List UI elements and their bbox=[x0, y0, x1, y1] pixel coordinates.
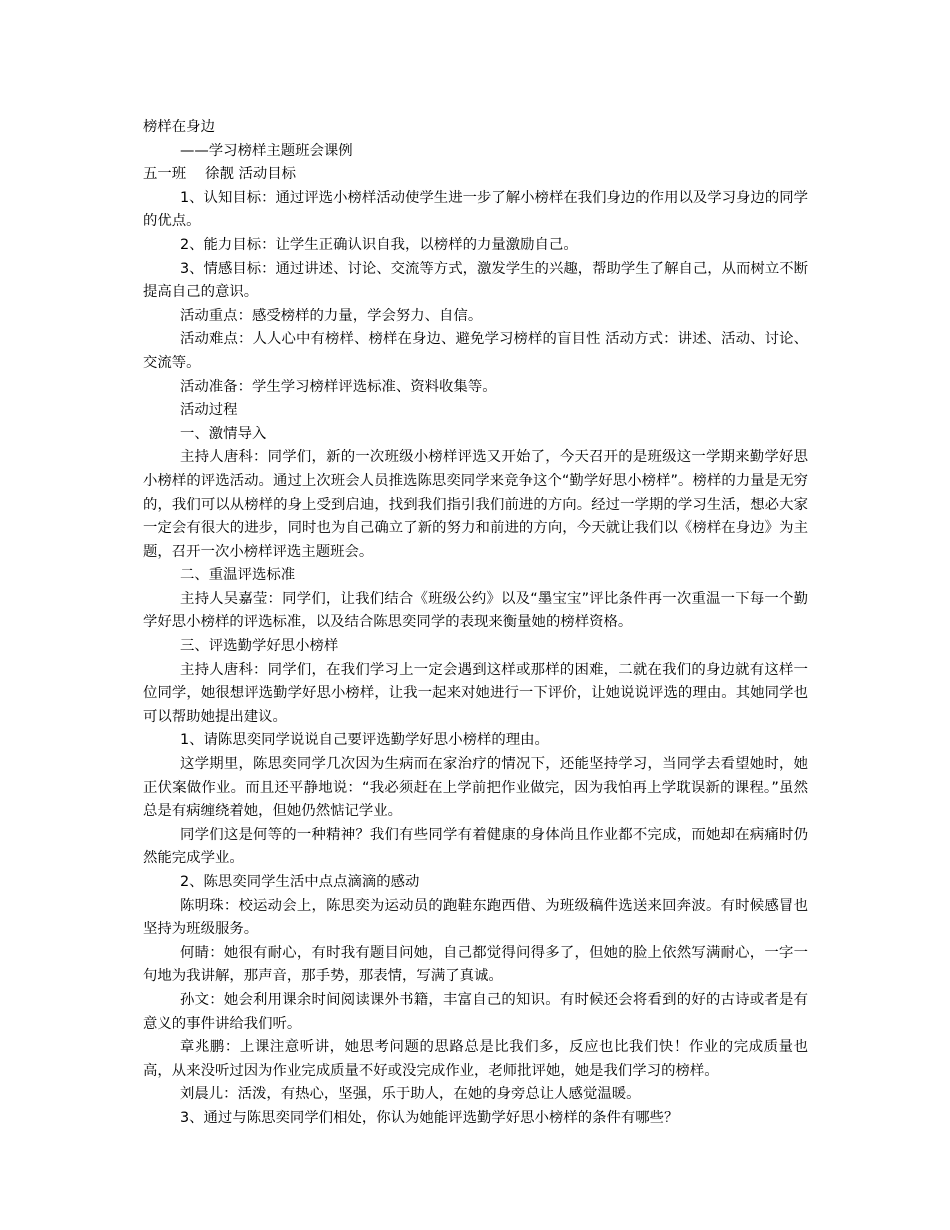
paragraph: 3、情感目标：通过讲述、讨论、交流等方式，激发学生的兴趣，帮助学生了解自己，从而树立不断提高自己的意识。 bbox=[143, 260, 808, 301]
section-heading: 一、激情导入 bbox=[180, 425, 267, 442]
document-title: 榜样在身边 bbox=[143, 119, 215, 135]
paragraph: 2、能力目标：让学生正确认识自我，以榜样的力量激励自己。 bbox=[180, 236, 578, 253]
paragraph: 陈明珠：校运动会上，陈思奕为运动员的跑鞋东跑西借、为班级稿件选送来回奔波。有时候感冒也坚持为班级服务。 bbox=[143, 897, 808, 938]
paragraph: 同学们这是何等的一种精神？我们有些同学有着健康的身体尚且作业都不完成，而她却在病痛时仍然能完成学业。 bbox=[143, 826, 808, 867]
paragraph: 主持人吴嘉莹：同学们，让我们结合《班级公约》以及“墨宝宝”评比条件再一次重温一下每一个勤学好思小榜样的评选标准，以及结合陈思奕同学的表现来衡量她的榜样资格。 bbox=[143, 590, 808, 631]
section-heading: 活动过程 bbox=[180, 402, 238, 419]
paragraph: 主持人唐科：同学们，在我们学习上一定会遇到这样或那样的困难，二就在我们的身边就有这样一位同学，她很想评选勤学好思小榜样，让我一起来对她进行一下评价，让她说说评选的理由。其她同学也可以帮助她提出建议。 bbox=[143, 661, 808, 725]
paragraph: 孙文：她会利用课余时间阅读课外书籍，丰富自己的知识。有时候还会将看到的好的古诗或者是有意义的事件讲给我们听。 bbox=[143, 991, 808, 1032]
paragraph: 1、认知目标：通过评选小榜样活动使学生进一步了解小榜样在我们身边的作用以及学习身边的同学的优点。 bbox=[143, 189, 808, 230]
paragraph: 1、请陈思奕同学说说自己要评选勤学好思小榜样的理由。 bbox=[180, 732, 549, 749]
paragraph: 活动重点：感受榜样的力量，学会努力、自信。 bbox=[180, 307, 483, 324]
paragraph: 何睛：她很有耐心，有时我有题目问她，自己都觉得问得多了，但她的脸上依然写满耐心，一字一句地为我讲解，那声音，那手势，那表情，写满了真诚。 bbox=[143, 944, 808, 985]
paragraph: 活动难点：人人心中有榜样、榜样在身边、避免学习榜样的盲目性 活动方式：讲述、活动、讨论、交流等。 bbox=[143, 331, 808, 371]
paragraph: 活动准备：学生学习榜样评选标准、资料收集等。 bbox=[180, 378, 497, 395]
author-line: 五一班 徐靓 活动目标 bbox=[143, 166, 297, 183]
paragraph: 这学期里，陈思奕同学几次因为生病而在家治疗的情况下，还能坚持学习，当同学去看望她时，她正伏案做作业。而且还平静地说：“我必须赶在上学前把作业做完，因为我怕再上学耽误新的课程。”虽然总是有病缠绕着她，但她仍然惦记学业。 bbox=[143, 756, 808, 820]
paragraph: 章兆鹏：上课注意听讲，她思考问题的思路总是比我们多，反应也比我们快！作业的完成质量也高，从来没听过因为作业完成质量不好或没完成作业，老师批评她，她是我们学习的榜样。 bbox=[143, 1039, 808, 1079]
paragraph: 3、通过与陈思奕同学们相处，你认为她能评选勤学好思小榜样的条件有哪些？ bbox=[180, 1109, 679, 1126]
document-subtitle: ——学习榜样主题班会课例 bbox=[180, 142, 353, 159]
paragraph: 2、陈思奕同学生活中点点滴滴的感动 bbox=[180, 874, 420, 890]
document-page bbox=[143, 116, 808, 1131]
paragraph: 刘晨儿：活泼，有热心，坚强，乐于助人，在她的身旁总让人感觉温暖。 bbox=[180, 1086, 641, 1103]
section-heading: 二、重温评选标准 bbox=[180, 567, 296, 584]
section-heading: 三、评选勤学好思小榜样 bbox=[180, 638, 339, 655]
paragraph: 主持人唐科：同学们，新的一次班级小榜样评选又开始了，今天召开的是班级这一学期来勤学好思小榜样的评选活动。通过上次班会人员推选陈思奕同学来竞争这个“勤学好思小榜样”。榜样的力量是无穷的，我们可以从榜样的身上受到启迪，找到我们指引我们前进的方向。经过一学期的学习生活，想必大家一定会有很大的进步，同时也为自己确立了新的努力和前进的方向，今天就让我们以《榜样在身边》为主题，召开一次小榜样评选主题班会。 bbox=[143, 449, 808, 560]
